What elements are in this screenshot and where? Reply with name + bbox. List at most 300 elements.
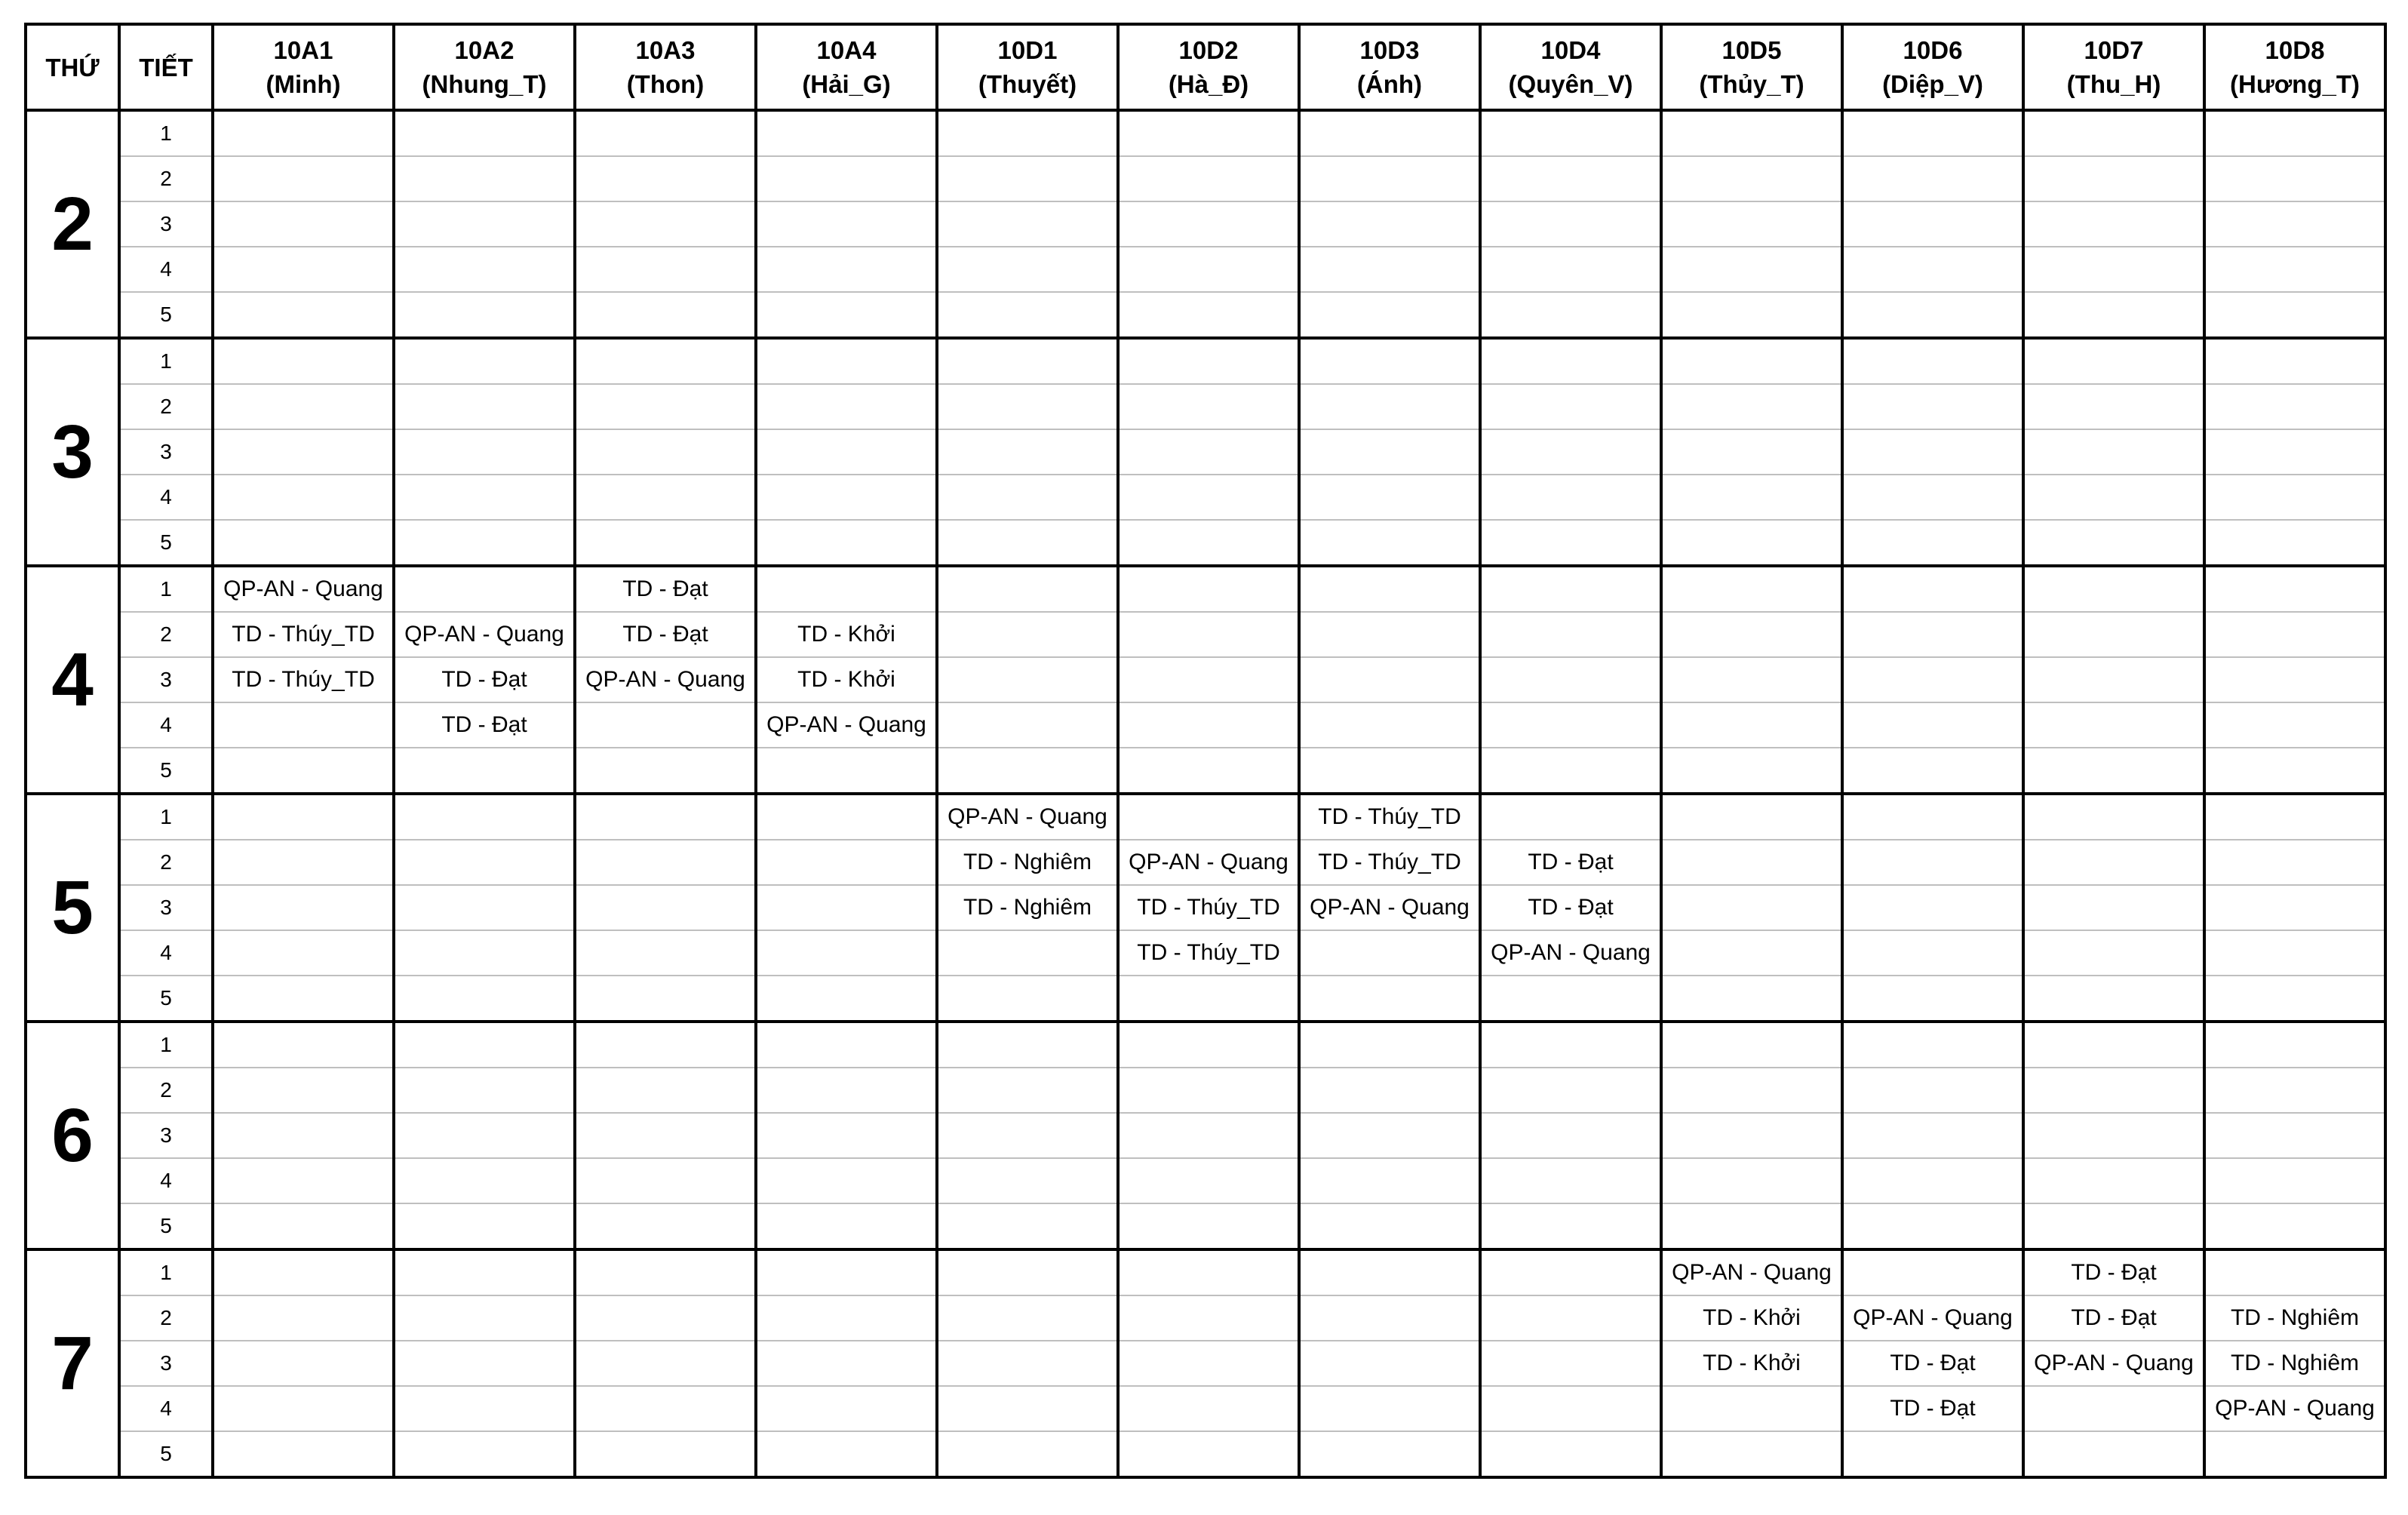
- day-cell: 4: [26, 566, 119, 794]
- schedule-cell: [394, 1203, 575, 1249]
- schedule-cell: [756, 1203, 937, 1249]
- schedule-cell: [937, 201, 1118, 247]
- schedule-cell: [213, 1295, 394, 1341]
- table-row: [26, 520, 2385, 566]
- schedule-cell: [1118, 1249, 1299, 1295]
- table-header: [26, 24, 2385, 110]
- day-cell: 6: [26, 1022, 119, 1249]
- day-cell: 7: [26, 1249, 119, 1477]
- schedule-cell: [1842, 1249, 2023, 1295]
- schedule-cell: [213, 840, 394, 885]
- schedule-cell: [1661, 520, 1842, 566]
- schedule-cell: TD - Thúy_TD: [1118, 885, 1299, 930]
- schedule-cell: [213, 292, 394, 338]
- schedule-cell: [1480, 384, 1661, 429]
- schedule-cell: [1299, 1203, 1480, 1249]
- table-row: [26, 338, 2385, 384]
- table-row: [26, 930, 2385, 976]
- schedule-cell: [2204, 885, 2385, 930]
- schedule-cell: [2204, 657, 2385, 702]
- schedule-cell: TD - Thúy_TD: [1299, 794, 1480, 840]
- period-cell: 3: [119, 429, 213, 475]
- schedule-cell: [1118, 1295, 1299, 1341]
- table-row: [26, 840, 2385, 885]
- schedule-cell: [937, 976, 1118, 1022]
- schedule-cell: [1842, 794, 2023, 840]
- schedule-cell: [1661, 566, 1842, 612]
- period-cell: 2: [119, 384, 213, 429]
- schedule-cell: [2023, 1113, 2204, 1158]
- schedule-cell: TD - Thúy_TD: [1299, 840, 1480, 885]
- schedule-cell: [2023, 292, 2204, 338]
- schedule-cell: [1299, 247, 1480, 292]
- schedule-cell: [1118, 1068, 1299, 1113]
- schedule-cell: [575, 1386, 756, 1431]
- header-row: [26, 24, 2385, 110]
- schedule-cell: [756, 1431, 937, 1477]
- day-cell: 5: [26, 794, 119, 1022]
- schedule-cell: [1118, 338, 1299, 384]
- period-cell: 2: [119, 840, 213, 885]
- schedule-cell: [575, 384, 756, 429]
- schedule-cell: [575, 110, 756, 156]
- schedule-cell: [756, 1158, 937, 1203]
- period-cell: 4: [119, 702, 213, 748]
- schedule-cell: [2023, 475, 2204, 520]
- schedule-cell: [1118, 702, 1299, 748]
- period-cell: 4: [119, 1386, 213, 1431]
- schedule-cell: TD - Khởi: [1661, 1341, 1842, 1386]
- schedule-cell: [394, 338, 575, 384]
- schedule-cell: [2023, 566, 2204, 612]
- class-code: 10D7: [2084, 36, 2144, 64]
- schedule-cell: [1118, 1113, 1299, 1158]
- schedule-cell: [1842, 1203, 2023, 1249]
- schedule-cell: [1661, 338, 1842, 384]
- schedule-cell: [575, 1022, 756, 1068]
- schedule-cell: [1661, 384, 1842, 429]
- period-cell: 1: [119, 794, 213, 840]
- schedule-cell: [1661, 110, 1842, 156]
- table-row: [26, 794, 2385, 840]
- schedule-cell: [2023, 840, 2204, 885]
- schedule-cell: [1480, 1386, 1661, 1431]
- schedule-cell: [756, 201, 937, 247]
- schedule-cell: [1842, 520, 2023, 566]
- schedule-cell: [756, 475, 937, 520]
- schedule-cell: [575, 1203, 756, 1249]
- schedule-cell: [575, 429, 756, 475]
- schedule-cell: [937, 429, 1118, 475]
- schedule-cell: [1661, 156, 1842, 201]
- schedule-cell: [394, 384, 575, 429]
- schedule-cell: [2023, 1022, 2204, 1068]
- schedule-cell: [1842, 247, 2023, 292]
- period-cell: 1: [119, 1249, 213, 1295]
- schedule-cell: [2204, 1068, 2385, 1113]
- schedule-cell: [575, 1068, 756, 1113]
- schedule-cell: [2204, 156, 2385, 201]
- class-code: 10D4: [1540, 36, 1601, 64]
- schedule-cell: [1842, 338, 2023, 384]
- class-teacher: (Minh): [266, 70, 341, 98]
- schedule-cell: [394, 156, 575, 201]
- period-cell: 5: [119, 976, 213, 1022]
- schedule-cell: [1661, 976, 1842, 1022]
- schedule-cell: [1118, 794, 1299, 840]
- schedule-cell: [1661, 840, 1842, 885]
- schedule-cell: [213, 156, 394, 201]
- schedule-cell: [756, 384, 937, 429]
- schedule-cell: [1842, 748, 2023, 794]
- schedule-cell: [937, 702, 1118, 748]
- class-column-header: [1842, 24, 2023, 110]
- schedule-cell: [575, 338, 756, 384]
- period-cell: 4: [119, 475, 213, 520]
- schedule-cell: TD - Đạt: [1842, 1341, 2023, 1386]
- schedule-cell: [2204, 702, 2385, 748]
- table-body: [26, 110, 2385, 1477]
- schedule-cell: [2204, 794, 2385, 840]
- schedule-cell: [1480, 201, 1661, 247]
- class-column-header: [213, 24, 394, 110]
- schedule-cell: [575, 1431, 756, 1477]
- schedule-cell: [1118, 156, 1299, 201]
- schedule-cell: [1842, 840, 2023, 885]
- period-cell: 2: [119, 1295, 213, 1341]
- class-code: 10D5: [1722, 36, 1782, 64]
- schedule-cell: [1480, 566, 1661, 612]
- schedule-cell: [2204, 612, 2385, 657]
- schedule-cell: [213, 794, 394, 840]
- table-row: [26, 156, 2385, 201]
- table-row: [26, 384, 2385, 429]
- schedule-cell: [937, 292, 1118, 338]
- schedule-cell: [394, 1341, 575, 1386]
- schedule-cell: [575, 702, 756, 748]
- schedule-cell: [394, 1295, 575, 1341]
- schedule-cell: [1661, 429, 1842, 475]
- class-column-header: [1661, 24, 1842, 110]
- schedule-cell: TD - Đạt: [2023, 1295, 2204, 1341]
- schedule-cell: [575, 156, 756, 201]
- schedule-cell: [213, 384, 394, 429]
- schedule-cell: TD - Đạt: [1480, 885, 1661, 930]
- schedule-cell: [1480, 657, 1661, 702]
- schedule-cell: [1842, 1113, 2023, 1158]
- schedule-cell: [756, 338, 937, 384]
- schedule-cell: [1118, 429, 1299, 475]
- schedule-cell: [756, 840, 937, 885]
- schedule-cell: [1118, 976, 1299, 1022]
- table-row: [26, 1295, 2385, 1341]
- schedule-cell: [213, 1113, 394, 1158]
- timetable: [24, 23, 2387, 1479]
- schedule-cell: [756, 794, 937, 840]
- schedule-cell: [575, 794, 756, 840]
- schedule-cell: [213, 201, 394, 247]
- table-row: [26, 748, 2385, 794]
- schedule-cell: [213, 885, 394, 930]
- schedule-cell: [2023, 1203, 2204, 1249]
- schedule-cell: [1480, 1158, 1661, 1203]
- schedule-cell: [1480, 338, 1661, 384]
- schedule-cell: [2204, 110, 2385, 156]
- schedule-cell: QP-AN - Quang: [1842, 1295, 2023, 1341]
- schedule-cell: [1118, 748, 1299, 794]
- schedule-cell: TD - Nghiêm: [2204, 1341, 2385, 1386]
- schedule-cell: [213, 976, 394, 1022]
- schedule-cell: [937, 612, 1118, 657]
- class-code: 10A2: [454, 36, 514, 64]
- schedule-cell: [575, 885, 756, 930]
- schedule-cell: [1661, 702, 1842, 748]
- schedule-cell: [2023, 110, 2204, 156]
- class-teacher: (Hải_G): [802, 70, 891, 98]
- schedule-cell: [2204, 748, 2385, 794]
- schedule-cell: TD - Đạt: [394, 702, 575, 748]
- period-cell: 3: [119, 1341, 213, 1386]
- schedule-cell: [1118, 292, 1299, 338]
- schedule-cell: [2023, 930, 2204, 976]
- schedule-cell: [2204, 1113, 2385, 1158]
- schedule-cell: [1842, 1158, 2023, 1203]
- class-column-header: [1118, 24, 1299, 110]
- schedule-cell: [1480, 976, 1661, 1022]
- schedule-cell: [1661, 201, 1842, 247]
- schedule-cell: [756, 748, 937, 794]
- table-row: [26, 201, 2385, 247]
- day-column-header: THỨ: [26, 24, 119, 110]
- schedule-cell: [1661, 1386, 1842, 1431]
- schedule-cell: [937, 748, 1118, 794]
- schedule-cell: [1299, 1249, 1480, 1295]
- schedule-cell: [1842, 885, 2023, 930]
- schedule-cell: TD - Nghiêm: [937, 885, 1118, 930]
- period-cell: 3: [119, 1113, 213, 1158]
- day-cell: 3: [26, 338, 119, 566]
- schedule-cell: [1480, 292, 1661, 338]
- schedule-cell: [575, 1341, 756, 1386]
- schedule-cell: [1299, 1158, 1480, 1203]
- schedule-cell: TD - Khởi: [1661, 1295, 1842, 1341]
- schedule-cell: [2204, 1431, 2385, 1477]
- class-column-header: [2204, 24, 2385, 110]
- schedule-cell: [2204, 475, 2385, 520]
- schedule-cell: [2204, 1022, 2385, 1068]
- schedule-cell: [1299, 566, 1480, 612]
- period-cell: 5: [119, 1431, 213, 1477]
- schedule-cell: QP-AN - Quang: [2204, 1386, 2385, 1431]
- schedule-cell: [575, 475, 756, 520]
- schedule-cell: [1118, 1203, 1299, 1249]
- schedule-cell: [1299, 748, 1480, 794]
- schedule-cell: [1842, 429, 2023, 475]
- schedule-cell: [2023, 794, 2204, 840]
- table-row: [26, 1341, 2385, 1386]
- table-row: [26, 1158, 2385, 1203]
- schedule-cell: [1299, 1022, 1480, 1068]
- schedule-cell: [575, 247, 756, 292]
- schedule-cell: [1842, 292, 2023, 338]
- schedule-cell: [394, 976, 575, 1022]
- schedule-cell: [937, 520, 1118, 566]
- schedule-cell: [394, 1158, 575, 1203]
- schedule-cell: [213, 1203, 394, 1249]
- schedule-cell: [756, 885, 937, 930]
- schedule-cell: [1842, 110, 2023, 156]
- class-code: 10D8: [2265, 36, 2325, 64]
- schedule-cell: [1299, 1341, 1480, 1386]
- period-column-header: TIẾT: [119, 24, 213, 110]
- schedule-cell: TD - Đạt: [2023, 1249, 2204, 1295]
- schedule-cell: [2023, 702, 2204, 748]
- schedule-cell: [575, 840, 756, 885]
- schedule-cell: [1480, 794, 1661, 840]
- schedule-cell: [394, 794, 575, 840]
- schedule-cell: [1480, 1022, 1661, 1068]
- schedule-cell: TD - Đạt: [575, 566, 756, 612]
- schedule-cell: [1480, 520, 1661, 566]
- class-teacher: (Hương_T): [2230, 70, 2360, 98]
- schedule-cell: [1842, 976, 2023, 1022]
- class-code: 10D1: [997, 36, 1058, 64]
- class-column-header: [937, 24, 1118, 110]
- period-cell: 3: [119, 885, 213, 930]
- class-teacher: (Quyên_V): [1508, 70, 1633, 98]
- schedule-cell: [937, 657, 1118, 702]
- schedule-cell: [213, 1022, 394, 1068]
- schedule-cell: [937, 1295, 1118, 1341]
- schedule-cell: [937, 338, 1118, 384]
- class-code: 10A1: [273, 36, 333, 64]
- schedule-cell: [756, 247, 937, 292]
- schedule-cell: [756, 292, 937, 338]
- schedule-cell: [394, 1022, 575, 1068]
- schedule-cell: TD - Nghiêm: [2204, 1295, 2385, 1341]
- schedule-cell: [2023, 1386, 2204, 1431]
- schedule-cell: [1842, 612, 2023, 657]
- schedule-cell: [213, 930, 394, 976]
- period-cell: 1: [119, 1022, 213, 1068]
- schedule-cell: [756, 976, 937, 1022]
- schedule-cell: [1661, 1431, 1842, 1477]
- schedule-cell: [937, 1431, 1118, 1477]
- schedule-cell: [2023, 247, 2204, 292]
- schedule-cell: [937, 1022, 1118, 1068]
- schedule-cell: [2023, 1068, 2204, 1113]
- period-cell: 4: [119, 1158, 213, 1203]
- schedule-cell: [1118, 247, 1299, 292]
- schedule-cell: [1480, 1113, 1661, 1158]
- schedule-cell: [1118, 520, 1299, 566]
- schedule-cell: [756, 1068, 937, 1113]
- schedule-cell: [756, 1113, 937, 1158]
- schedule-cell: [2204, 976, 2385, 1022]
- table-row: [26, 475, 2385, 520]
- table-row: [26, 429, 2385, 475]
- schedule-cell: [394, 885, 575, 930]
- schedule-cell: [756, 1386, 937, 1431]
- schedule-cell: [1118, 384, 1299, 429]
- schedule-cell: [1480, 156, 1661, 201]
- schedule-cell: [1118, 201, 1299, 247]
- schedule-cell: [575, 930, 756, 976]
- schedule-cell: [2204, 338, 2385, 384]
- schedule-cell: [1661, 612, 1842, 657]
- schedule-cell: [394, 1431, 575, 1477]
- schedule-cell: [1299, 657, 1480, 702]
- schedule-cell: QP-AN - Quang: [756, 702, 937, 748]
- schedule-cell: [1661, 1068, 1842, 1113]
- schedule-cell: [213, 1249, 394, 1295]
- period-cell: 4: [119, 930, 213, 976]
- schedule-cell: [213, 1386, 394, 1431]
- schedule-cell: [1661, 657, 1842, 702]
- schedule-cell: [394, 475, 575, 520]
- class-teacher: (Thuyết): [978, 70, 1077, 98]
- schedule-cell: [937, 1249, 1118, 1295]
- schedule-cell: [1118, 566, 1299, 612]
- schedule-cell: [1118, 1431, 1299, 1477]
- schedule-cell: [1480, 247, 1661, 292]
- schedule-cell: [1480, 1068, 1661, 1113]
- schedule-cell: [394, 429, 575, 475]
- schedule-cell: [1299, 1431, 1480, 1477]
- schedule-cell: [756, 1249, 937, 1295]
- schedule-cell: [2204, 1249, 2385, 1295]
- period-cell: 4: [119, 247, 213, 292]
- schedule-cell: [1480, 1203, 1661, 1249]
- schedule-cell: [1661, 1158, 1842, 1203]
- period-cell: 3: [119, 657, 213, 702]
- class-teacher: (Hà_Đ): [1168, 70, 1249, 98]
- schedule-cell: [1842, 201, 2023, 247]
- class-teacher: (Diệp_V): [1882, 70, 1983, 98]
- schedule-cell: [937, 1341, 1118, 1386]
- schedule-cell: [394, 1068, 575, 1113]
- class-column-header: [756, 24, 937, 110]
- class-code: 10D3: [1359, 36, 1420, 64]
- schedule-cell: TD - Đạt: [1480, 840, 1661, 885]
- schedule-cell: [1118, 1022, 1299, 1068]
- period-cell: 1: [119, 338, 213, 384]
- schedule-cell: [1661, 475, 1842, 520]
- schedule-cell: [2204, 247, 2385, 292]
- schedule-cell: [213, 110, 394, 156]
- schedule-cell: [213, 247, 394, 292]
- schedule-cell: [1842, 657, 2023, 702]
- schedule-cell: QP-AN - Quang: [1480, 930, 1661, 976]
- period-cell: 1: [119, 566, 213, 612]
- class-code: 10D6: [1903, 36, 1963, 64]
- schedule-cell: [2023, 612, 2204, 657]
- schedule-cell: TD - Đạt: [394, 657, 575, 702]
- schedule-cell: [394, 566, 575, 612]
- schedule-cell: [1842, 475, 2023, 520]
- schedule-cell: [1661, 885, 1842, 930]
- schedule-cell: [1480, 1295, 1661, 1341]
- schedule-cell: [2023, 1431, 2204, 1477]
- schedule-cell: [1661, 1113, 1842, 1158]
- schedule-cell: [937, 1113, 1118, 1158]
- schedule-cell: [394, 110, 575, 156]
- schedule-cell: [1661, 1203, 1842, 1249]
- schedule-cell: [1299, 475, 1480, 520]
- schedule-cell: [213, 1068, 394, 1113]
- schedule-cell: [756, 1295, 937, 1341]
- schedule-cell: [756, 566, 937, 612]
